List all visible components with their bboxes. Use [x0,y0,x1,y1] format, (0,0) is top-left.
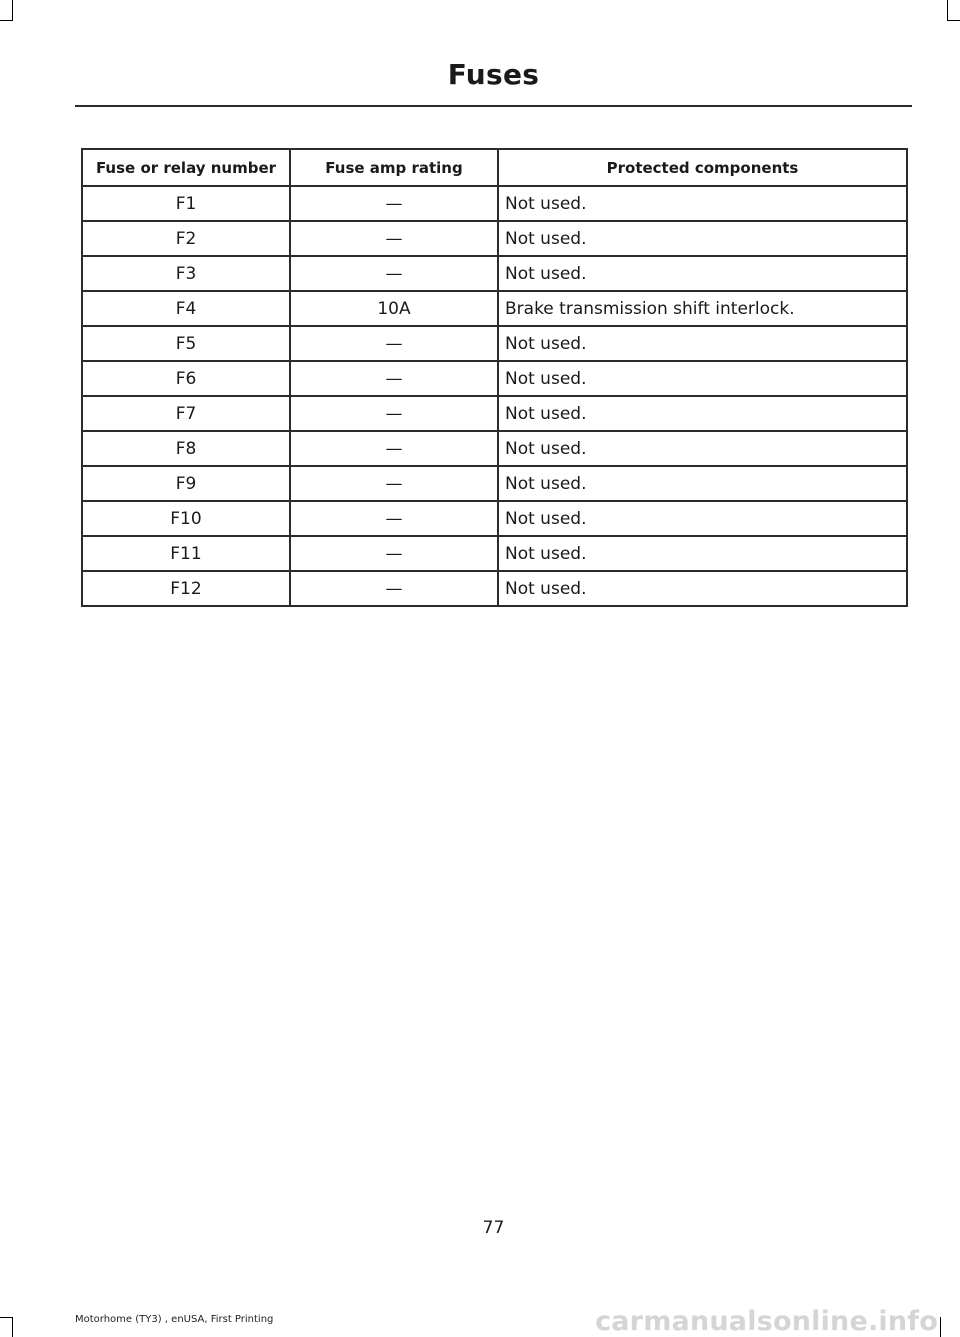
table-row [82,186,907,221]
fuse-number: F5 [82,326,290,361]
fuse-number: F9 [82,466,290,501]
protected-component: Not used. [498,186,907,221]
protected-component: Not used. [498,536,907,571]
table-row [82,536,907,571]
fuse-number: F1 [82,186,290,221]
page-title: Fuses [447,58,540,91]
publication-info: Motorhome (TY3) , enUSA, First Printing [75,1314,274,1325]
fuse-number: F7 [82,396,290,431]
amp-rating: — [290,221,498,256]
fuse-number: F2 [82,221,290,256]
protected-component: Not used. [498,396,907,431]
amp-rating: — [290,396,498,431]
amp-rating: — [290,571,498,606]
page-number: 77 [482,1218,505,1238]
amp-rating: — [290,466,498,501]
amp-rating: — [290,431,498,466]
column-header-protected-components: Protected components [498,149,907,186]
protected-component: Brake transmission shift interlock. [498,291,907,326]
protected-component: Not used. [498,466,907,501]
amp-rating: 10A [290,291,498,326]
amp-rating: — [290,361,498,396]
table-row [82,466,907,501]
column-header-amp-rating: Fuse amp rating [290,149,498,186]
table-header-row [82,149,907,186]
fuse-number: F10 [82,501,290,536]
table-row [82,221,907,256]
protected-component: Not used. [498,256,907,291]
protected-component: Not used. [498,571,907,606]
crop-mark-bottom-left-h [0,1317,13,1318]
fuse-number: F11 [82,536,290,571]
protected-component: Not used. [498,431,907,466]
fuse-number: F4 [82,291,290,326]
table-row [82,256,907,291]
amp-rating: — [290,536,498,571]
table-row [82,396,907,431]
header-rule [75,105,912,107]
table-row [82,361,907,396]
protected-component: Not used. [498,326,907,361]
fuse-table [81,148,908,607]
protected-component: Not used. [498,361,907,396]
table-row [82,571,907,606]
amp-rating: — [290,326,498,361]
table-row [82,431,907,466]
fuse-number: F12 [82,571,290,606]
watermark-link[interactable]: carmanualsonline.info [595,1306,938,1337]
table-row [82,501,907,536]
protected-component: Not used. [498,501,907,536]
crop-mark-top-left-v [12,0,13,20]
table-row [82,326,907,361]
crop-mark-top-right-v [947,0,948,20]
fuse-number: F6 [82,361,290,396]
table-row [82,291,907,326]
amp-rating: — [290,501,498,536]
crop-mark-top-right-h [947,20,960,21]
protected-component: Not used. [498,221,907,256]
column-header-fuse-number: Fuse or relay number [82,149,290,186]
crop-mark-bottom-left-v [12,1317,13,1337]
amp-rating: — [290,256,498,291]
crop-mark-top-left-h [0,20,13,21]
amp-rating: — [290,186,498,221]
fuse-number: F3 [82,256,290,291]
crop-mark-bottom-right-v [940,1317,941,1337]
fuse-number: F8 [82,431,290,466]
